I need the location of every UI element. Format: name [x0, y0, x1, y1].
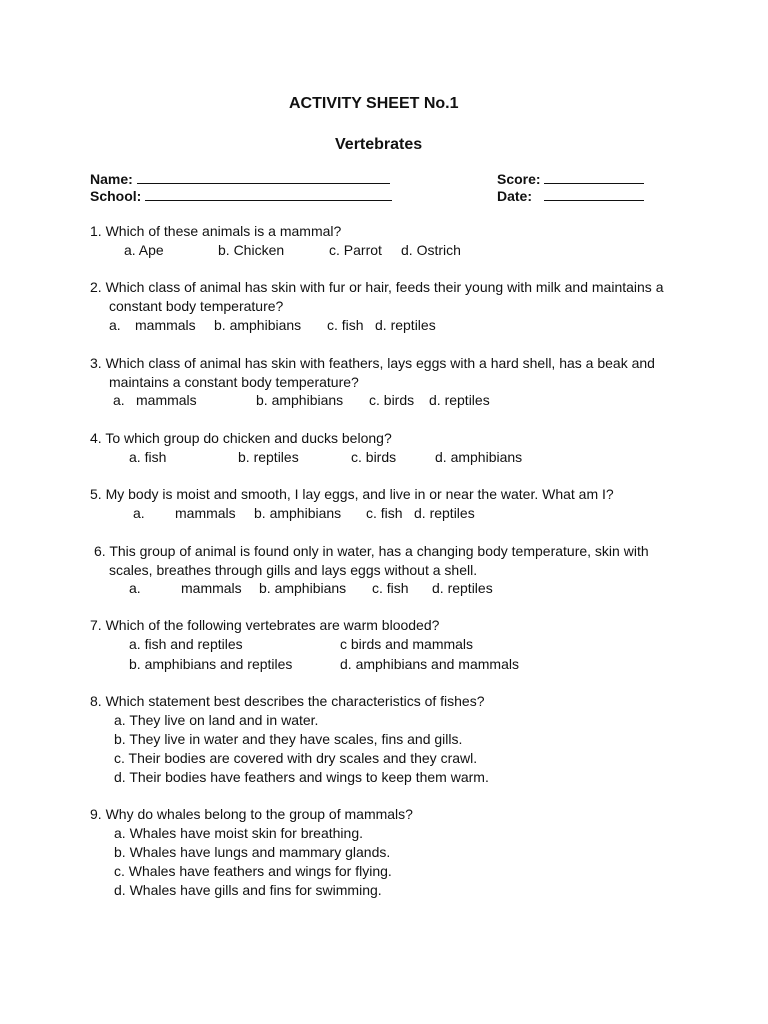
- q2-option-d: d. reptiles: [375, 317, 436, 333]
- question-2-text-line-2: constant body temperature?: [109, 298, 284, 314]
- q2-option-a-text: mammals: [135, 317, 196, 333]
- q1-option-a: a. Ape: [124, 242, 164, 258]
- q7-option-a: a. fish and reptiles: [129, 636, 243, 652]
- question-9-text: 9. Why do whales belong to the group of mammals?: [90, 806, 413, 822]
- q8-option-b: b. They live in water and they have scales, fins and gills.: [114, 731, 463, 747]
- q3-option-a-text: mammals: [136, 392, 197, 408]
- page-subtitle: Vertebrates: [335, 136, 423, 153]
- date-blank-line: [544, 187, 644, 201]
- q5-option-d: d. reptiles: [414, 505, 475, 521]
- q8-option-c: c. Their bodies are covered with dry scales and they crawl.: [114, 750, 478, 766]
- q2-option-a: a.: [109, 317, 121, 333]
- q2-option-c: c. fish: [327, 317, 364, 333]
- page-title: ACTIVITY SHEET No.1: [289, 95, 459, 112]
- date-field: [497, 187, 644, 205]
- question-8-text: 8. Which statement best describes the characteristics of fishes?: [90, 693, 485, 709]
- q4-option-a: a. fish: [129, 449, 167, 465]
- school-field: [90, 187, 392, 205]
- q6-option-b: b. amphibians: [259, 580, 347, 596]
- question-6-text-line-2: scales, breathes through gills and lays eggs without a shell.: [109, 562, 478, 578]
- date-label: Date:: [497, 188, 533, 204]
- q6-option-d: d. reptiles: [432, 580, 493, 596]
- q6-option-a-text: mammals: [181, 580, 242, 596]
- q3-option-b: b. amphibians: [256, 392, 344, 408]
- score-field: [497, 170, 644, 188]
- q8-option-d: d. Their bodies have feathers and wings to keep them warm.: [114, 769, 489, 785]
- q7-option-b: b. amphibians and reptiles: [129, 656, 293, 672]
- question-6-text-line-1: 6. This group of animal is found only in water, has a changing body temperature, skin with: [94, 543, 649, 559]
- q8-option-a: a. They live on land and in water.: [114, 712, 319, 728]
- score-blank-line: [544, 170, 644, 184]
- name-label: Name:: [90, 171, 133, 187]
- q4-option-c: c. birds: [351, 449, 397, 465]
- q4-option-d: d. amphibians: [435, 449, 523, 465]
- q5-option-c: c. fish: [366, 505, 403, 521]
- q1-option-d: d. Ostrich: [401, 242, 461, 258]
- name-field: [90, 170, 390, 188]
- q2-option-b: b. amphibians: [214, 317, 302, 333]
- q9-option-b: b. Whales have lungs and mammary glands.: [114, 844, 391, 860]
- question-3-text-line-1: 3. Which class of animal has skin with feathers, lays eggs with a hard shell, has a beak and: [90, 355, 655, 371]
- name-blank-line: [137, 170, 390, 184]
- question-2-text-line-1: 2. Which class of animal has skin with fur or hair, feeds their young with milk and maintains a: [90, 279, 664, 295]
- question-4-text: 4. To which group do chicken and ducks belong?: [90, 430, 392, 446]
- school-label: School:: [90, 188, 142, 204]
- q1-option-b: b. Chicken: [218, 242, 285, 258]
- q6-option-a: a.: [129, 580, 141, 596]
- q9-option-c: c. Whales have feathers and wings for flying.: [114, 863, 392, 879]
- q5-option-b: b. amphibians: [254, 505, 342, 521]
- question-5-text: 5. My body is moist and smooth, I lay eggs, and live in or near the water. What am I?: [90, 486, 614, 502]
- question-3-text-line-2: maintains a constant body temperature?: [109, 374, 359, 390]
- q5-option-a: a.: [133, 505, 145, 521]
- q9-option-d: d. Whales have gills and fins for swimming.: [114, 882, 382, 898]
- q3-option-a: a.: [113, 392, 125, 408]
- q3-option-d: d. reptiles: [429, 392, 490, 408]
- school-blank-line: [145, 187, 392, 201]
- q1-option-c: c. Parrot: [329, 242, 382, 258]
- question-1-text: 1. Which of these animals is a mammal?: [90, 223, 342, 239]
- q5-option-a-text: mammals: [175, 505, 236, 521]
- q3-option-c: c. birds: [369, 392, 415, 408]
- question-7-text: 7. Which of the following vertebrates are warm blooded?: [90, 617, 440, 633]
- q7-option-c: c birds and mammals: [340, 636, 474, 652]
- q9-option-a: a. Whales have moist skin for breathing.: [114, 825, 364, 841]
- score-label: Score:: [497, 171, 541, 187]
- q4-option-b: b. reptiles: [238, 449, 299, 465]
- q6-option-c: c. fish: [372, 580, 409, 596]
- q7-option-d: d. amphibians and mammals: [340, 656, 519, 672]
